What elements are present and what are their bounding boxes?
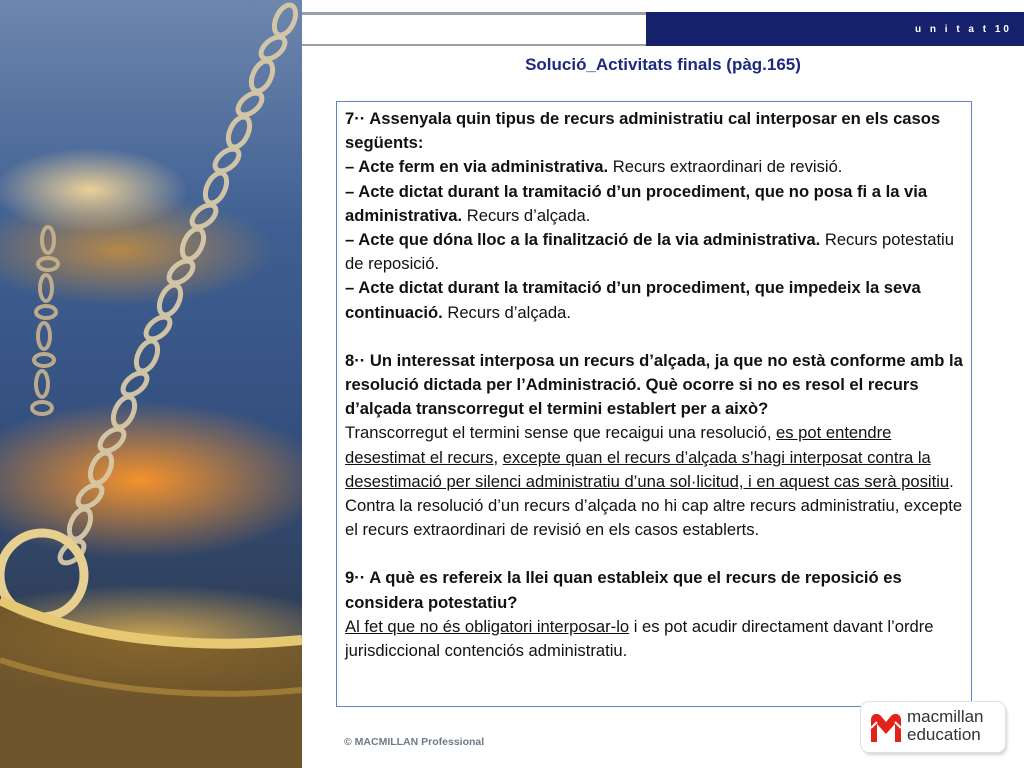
scale-chain-photo (0, 0, 302, 768)
slide-title: Solució_Activitats finals (pàg.165) (525, 55, 801, 74)
answers-box (336, 101, 972, 707)
chain-illustration (0, 0, 302, 768)
q7-case-4: – Acte dictat durant la tramitació d’un procediment, que impedeix la seva continuació. Recurs d’alçada. (345, 278, 921, 322)
question-8: 8·· Un interessat interposa un recurs d’alçada, ja que no està conforme amb la resolució dictada per l’Administració. Què ocorre si no es resol el recurs d’alçada transcorregut el termini establert per a això? (345, 350, 963, 419)
copyright-text: © MACMILLAN Professional (344, 736, 485, 748)
logo-line-2: education (907, 725, 981, 744)
q7-case-2: – Acte dictat durant la tramitació d’un procediment, que no posa fi a la via administrativa. Recurs d’alçada. (345, 181, 928, 225)
question-9: 9·· A què es refereix la llei quan estableix que el recurs de reposició es considera potestatiu? (345, 568, 902, 612)
macmillan-m-icon (869, 708, 903, 744)
logo-line-1: macmillan (907, 707, 984, 726)
unit-label: u n i t a t 10 (914, 23, 1012, 35)
q7-case-3: – Acte que dóna lloc a la finalització de la via administrativa. Recurs potestatiu de reposició. (345, 230, 954, 274)
q9-answer: Al fet que no és obligatori interposar-lo i es pot acudir directament davant l’ordre jurisdiccional contenciós administratiu. (345, 616, 934, 661)
q8-answer: Transcorregut el termini sense que recaigui una resolució, es pot entendre desestimat el recurs, excepte quan el recurs d’alçada s’hagi interposat contra la desestimació per silenci administratiu d’una sol·licitud, i en aquest cas serà positiu. Contra la resolució d’un recurs d’alçada no hi cap altre recurs administratiu, excepte el recurs extraordinari de revisió en els casos establerts. (345, 423, 963, 540)
macmillan-logo (861, 702, 1005, 752)
header-unit-bar (646, 12, 1024, 46)
q7-case-1: – Acte ferm en via administrativa. Recurs extraordinari de revisió. (345, 157, 843, 177)
question-7: 7·· Assenyala quin tipus de recurs administratiu cal interposar en els casos següents: (345, 109, 941, 153)
header-left-panel (302, 15, 646, 44)
header-bottom-rule (302, 44, 646, 46)
logo-text (907, 708, 984, 744)
